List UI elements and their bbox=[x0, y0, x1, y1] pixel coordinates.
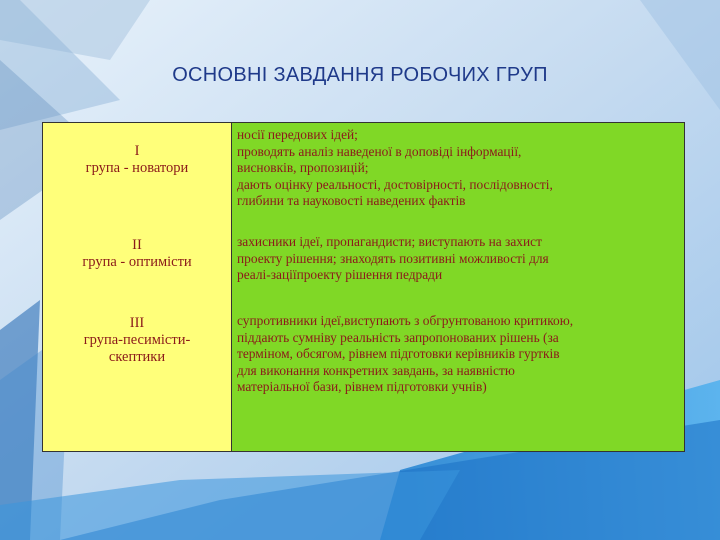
description-line: захисники ідеї, пропагандисти; виступають на захист bbox=[237, 234, 542, 249]
slide-title: ОСНОВНІ ЗАВДАННЯ РОБОЧИХ ГРУП bbox=[172, 64, 548, 86]
table-row bbox=[43, 313, 685, 452]
group-number: ІІ bbox=[132, 237, 142, 253]
group-name: група - новатори bbox=[85, 160, 189, 176]
description-line: висновків, пропозицій; bbox=[237, 160, 369, 176]
description-line: проекту рішення; знаходять позитивні можливості для bbox=[237, 250, 549, 266]
table-row bbox=[43, 123, 685, 226]
description-line: дають оцінку реальності, достовірності, послідовності, bbox=[237, 176, 553, 192]
group-name: скептики bbox=[108, 349, 166, 365]
group-number: ІІІ bbox=[129, 315, 145, 331]
description-cell bbox=[232, 313, 685, 452]
description-line: супротивники ідеї,виступають з обгрунтованою критикою, bbox=[237, 313, 574, 328]
description-cell bbox=[232, 123, 685, 226]
group-name: група-песимісти- bbox=[83, 332, 191, 348]
work-groups-table bbox=[42, 122, 685, 452]
group-cell bbox=[43, 313, 232, 452]
description-line: для виконання конкретних завдань, за наявністю bbox=[237, 362, 515, 378]
description-line: глибини та науковості наведених фактів bbox=[237, 193, 466, 209]
description-line: матеріальної бази, рівнем підготовки учнів) bbox=[237, 379, 487, 395]
description-line: терміном, обсягом, рівнем підготовки керівників гуртків bbox=[237, 346, 560, 362]
table-row bbox=[43, 225, 685, 313]
description-line: піддають сумніву реальність запропонованих рішень (за bbox=[237, 329, 559, 345]
group-cell bbox=[43, 225, 232, 313]
group-name: група - оптимісти bbox=[82, 254, 192, 270]
description-cell bbox=[232, 225, 685, 313]
description-line: проводять аналіз наведеної в доповіді інформації, bbox=[237, 143, 522, 159]
group-number: І bbox=[134, 143, 140, 159]
group-cell bbox=[43, 123, 232, 226]
description-line: реалі-заціїпроекту рішення педради bbox=[237, 267, 443, 283]
description-line: носії передових ідей; bbox=[237, 127, 358, 142]
